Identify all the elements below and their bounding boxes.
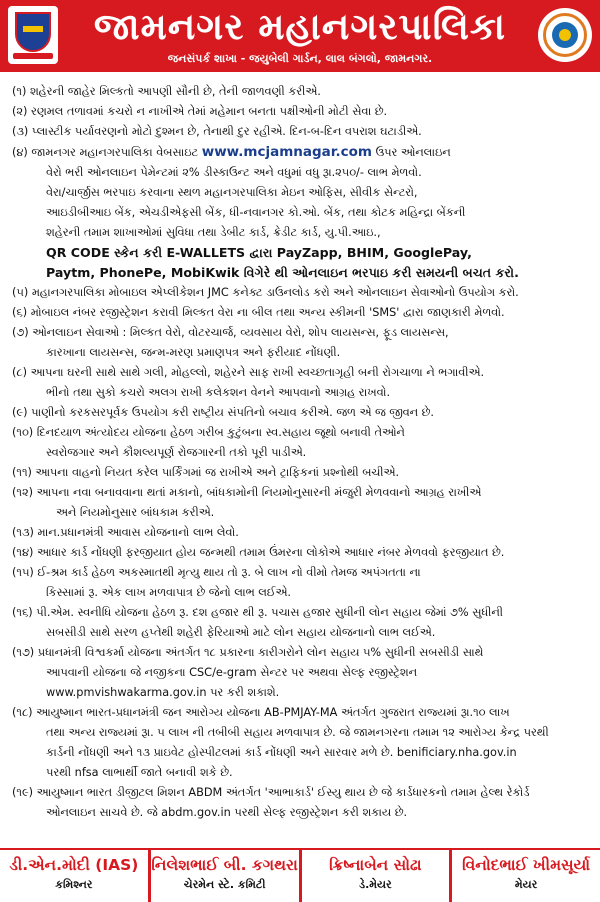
- list-item: (૮) આપના ઘરની સાથે સાથે ગલી, મોહલ્લો, શહેરને સાફ રાખી સ્વચ્છતાગૃહી બની રોગચાળા ને ભગાવીએ.: [12, 366, 485, 379]
- list-item-continuation: કારખાના લાયસન્સ, જન્મ-મરણ પ્રમાણપત્ર અને ફરીયાદ નોંધણી.: [46, 346, 341, 359]
- list-item: (૧૪) આધાર કાર્ડ નોંધણી ફરજીયાત હોય જન્મથી તમામ ઉંમરના લોકોએ આધાર નંબર મેળવવો ફરજીયાત છે.: [12, 546, 505, 559]
- list-item-continuation: Paytm, PhonePe, MobiKwik વિગેરે થી ઓનલાઇન ભરપાઇ કરી સમયની બચત કરો.: [46, 265, 519, 280]
- signatory-name: ડી.એન.મોદી (IAS): [9, 856, 139, 874]
- list-item: (૧૩) માન.પ્રધાનમંત્રી આવાસ યોજનાનો લાભ લેવો.: [12, 526, 239, 539]
- signatory-mayor: [452, 850, 600, 902]
- list-item: (૧૧) આપના વાહનો નિયત કરેલ પાર્કિંગમાં જ રાખીએ અને ટ્રાફિકનાં પ્રશ્નોથી બચીએ.: [12, 466, 400, 479]
- list-item-continuation: આઇડીબીઆઇ બેંક, એચડીએફસી બેંક, ધી-નવાનગર કો.ઓ. બેંક, તથા કોટક મહિન્દ્રા બેંકની: [46, 206, 466, 219]
- list-item-continuation: કિસ્સામાં રૂ. એક લાખ મળવાપાત્ર છે જેનો લાભ લઈએ.: [46, 586, 292, 599]
- page-title: જામનગર મહાનગરપાલિકા: [93, 5, 507, 48]
- list-item-continuation: ભીનો તથા સુકો કચરો અલગ રાખી કલેકશન વેનને આપવાનો આગ્રહ રાખવો.: [46, 386, 391, 399]
- list-item-continuation: સ્વરોજગાર અને કૌશલ્યપૂર્ણ રોજગારની તકો પૂરી પાડીએ.: [46, 446, 307, 459]
- list-item: [12, 142, 588, 163]
- list-item: (૫) મહાનગરપાલિકા મોબાઇલ એપ્લીકેશન JMC કનેક્ટ ડાઉનલોડ કરો અને ઓનલાઇન સેવાઓનો ઉપયોગ કરો.: [12, 286, 519, 299]
- list-item: (૧) શહેરની જાહેર મિલ્કતો આપણી સૌની છે, તેની જાળવણી કરીએ.: [12, 85, 321, 98]
- list-item-continuation: QR CODE સ્કેન કરી E-WALLETS દ્વારા PayZapp, BHIM, GooglePay,: [46, 245, 472, 260]
- list-item-continuation: તથા અન્ય રાજ્યમાં રૂા. ૫ લાખ ની તબીબી સહાય મળવાપાત્ર છે. જે જામનગરના તમામ ૧૨ આરોગ્ય કેન્દ્ર પરથી: [46, 726, 549, 739]
- signatory-role: કમિશ્નર: [55, 878, 93, 891]
- list-item-continuation: www.pmvishwakarma.gov.in પર કરી શકાશે.: [46, 686, 280, 699]
- list-item: (૧૯) આયુષ્માન ભારત ડીજીટલ મિશન ABDM અંતર્ગત 'આભાકાર્ડ' ઈસ્યુ થાય છે જે કાર્ડધારકનો તમામ હેલ્થ રેકોર્ડ: [12, 786, 530, 799]
- signatory-role: ડે.મેયર: [359, 878, 392, 891]
- website-link[interactable]: www.mcjamnagar.com: [201, 144, 372, 160]
- list-item-continuation: વેરા/ચાર્જીસ ભરપાઇ કરવાના સ્થળ મહાનગરપાલિકા મેઇન ઓફિસ, સીવીક સેન્ટરો,: [46, 186, 418, 199]
- signatory-name: વિનોદભાઈ ખીમસૂર્યા: [462, 856, 591, 874]
- list-item: (૨) રણમલ તળાવમાં કચરો ન નાખીએ તેમાં મહેમાન બનતા પક્ષીઓની મોટી સેવા છે.: [12, 105, 388, 118]
- list-item: (૧૬) પી.એમ. સ્વનીધિ યોજના હેઠળ રૂ. દશ હજાર થી રૂ. પચાસ હજાર સુધીની લોન સહાય જેમાં ૭% સુધીની: [12, 606, 504, 619]
- signatory-deputy-mayor: [302, 850, 453, 902]
- signatory-name: ક્રિષ્નાબેન સોઢા: [329, 856, 422, 874]
- list-item-continuation: શહેરની તમામ શાખાઓમાં સુવિધા તથા ડેબીટ કાર્ડ, ક્રેડીટ કાર્ડ, યુ.પી.આઇ.,: [46, 226, 381, 239]
- list-item: (૯) પાણીનો કરકસરપૂર્વક ઉપયોગ કરી રાષ્ટ્રીય સંપતિનો બચાવ કરીએ. જળ એ જ જીવન છે.: [12, 406, 435, 419]
- list-item: (૧૦) દિનદયાળ અંત્યોદય યોજના હેઠળ ગરીબ કુટુંબના સ્વ.સહાય જૂથો બનાવી તેઓને: [12, 426, 405, 439]
- list-item-continuation: કાર્ડની નોંધણી અને ૧૩ પ્રાઇવેટ હોસ્પીટલમાં કાર્ડ નોંધણી અને સારવાર મળે છે. benificiary.nha.gov.in: [46, 746, 517, 759]
- signatory-standing-committee-chairman: [151, 850, 302, 902]
- signatory-commissioner: [0, 850, 151, 902]
- list-item-continuation: પરથી nfsa લાભાર્થી જાતે બનાવી શકે છે.: [46, 766, 233, 779]
- list-item: (૩) પ્લાસ્ટીક પર્યાવરણનો મોટો દુશ્મન છે, તેનાથી દુર રહીએ. દિન-બ-દિન વપરાશ ઘટાડીએ.: [12, 125, 422, 138]
- list-item-continuation: અને નિયમોનુસાર બાંધકામ કરીએ.: [56, 506, 215, 519]
- signatory-name: નિલેશભાઈ બી. કગથરા: [151, 856, 298, 874]
- list-item-continuation: આપવાની યોજના જે નજીકના CSC/e-gram સેન્ટર પર અથવા સેલ્ફ રજીસ્ટ્રેશન: [46, 666, 418, 679]
- signatory-role: મેયર: [514, 878, 538, 891]
- list-item: (૭) ઓનલાઇન સેવાઓ : મિલ્કત વેરો, વોટરચાર્જ, વ્યવસાય વેરો, શોપ લાયસન્સ, ફૂડ લાયસન્સ,: [12, 326, 449, 339]
- list-item-continuation: વેરો ભરી ઓનલાઇન પેમેન્ટમાં ૨% ડીસ્કાઉન્ટ અને વધુમાં વધુ રૂા.૨૫૦/- લાભ મેળવો.: [46, 166, 422, 179]
- list-item: (૬) મોબાઇલ નંબર રજીસ્ટ્રેશન કરાવી મિલ્કત વેરા ના બીલ તથા અન્ય સ્કીમની 'SMS' દ્વારા જાણકારી મેળવો.: [12, 306, 505, 319]
- signatories-footer: [0, 848, 600, 902]
- municipal-emblem-icon: [8, 6, 58, 64]
- signatory-role: ચેરમેન સ્ટે. કમિટી: [183, 878, 266, 891]
- list-item: (૧૮) આયુષ્માન ભારત-પ્રધાનમંત્રી જન આરોગ્ય યોજના AB-PMJAY-MA અંતર્ગત ગુજરાત રાજ્યમાં રૂા.૧૦ લાખ: [12, 706, 510, 719]
- list-item: (૧૨) આપના નવા બનાવવાના થતાં મકાનો, બાંધકામોની નિયમોનુસારની મંજુરી મેળવવાનો આગ્રહ રાખીએ: [12, 486, 482, 499]
- list-item-continuation: ઓનલાઇન સાચવે છે. જે abdm.gov.in પરથી સેલ્ફ રજીસ્ટ્રેશન કરી શકાય છે.: [46, 806, 408, 819]
- header-banner: [0, 0, 600, 72]
- list-item-text: ઉપર ઓનલાઇન: [375, 146, 451, 159]
- list-item: (૧૭) પ્રધાનમંત્રી વિશ્વકર્મા યોજના અંતર્ગત ૧૮ પ્રકારના કારીગરોને લોન સહાય ૫% સુધીની સબસીડી સાથે: [12, 646, 484, 659]
- list-item-text: (૪) જામનગર મહાનગરપાલિકા વેબસાઇટ: [12, 146, 199, 159]
- notice-list: [0, 76, 600, 846]
- page-subtitle: જનસંપર્ક શાખા - જયુબેલી ગાર્ડન, લાલ બંગલો, જામનગર.: [167, 52, 433, 65]
- list-item-continuation: સબસીડી સાથે સરળ હપ્તેથી શહેરી ફેરિયાઓ માટે લોન સહાય યોજનાનો લાભ લઈએ.: [46, 626, 436, 639]
- circular-seal-icon: [538, 8, 592, 62]
- list-item: (૧૫) ઈ-શ્રમ કાર્ડ હેઠળ અકસ્માતથી મૃત્યુ થાય તો રૂ. બે લાખ નો વીમો તેમજ અપંગતતા ના: [12, 566, 421, 579]
